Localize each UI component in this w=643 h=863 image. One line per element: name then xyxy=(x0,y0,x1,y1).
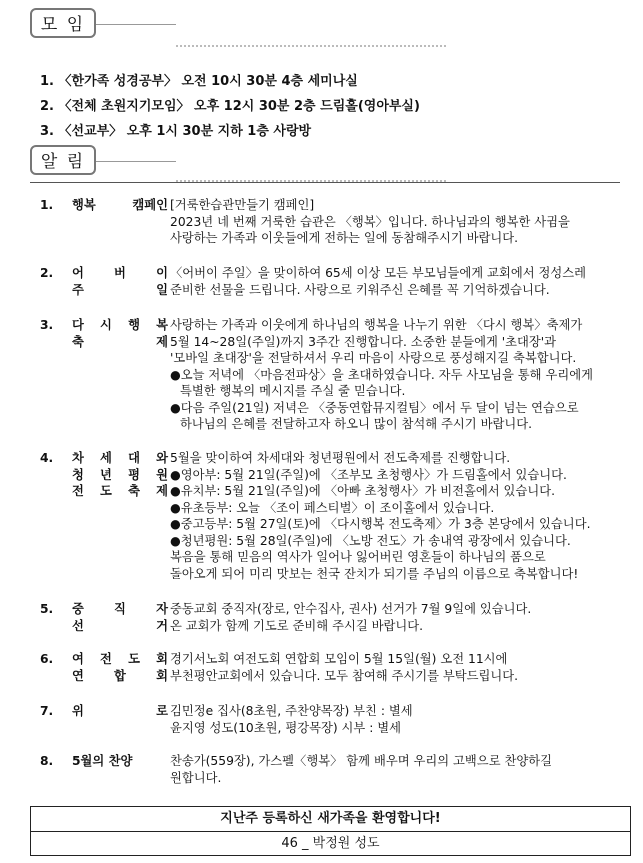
notice-number: 7. xyxy=(40,704,54,718)
notice-line: 2023년 네 번째 거룩한 습관은 〈행복〉입니다. 하나님과의 행복한 사귐을 xyxy=(170,214,570,229)
notice-title xyxy=(72,197,168,214)
notices-tab-rule xyxy=(96,161,176,162)
notice-line: 돌아오게 되어 미리 맛보는 천국 잔치가 되기를 주님의 이름으로 축복합니다! xyxy=(170,566,579,581)
notice-line: 부천평안교회에서 있습니다. 모두 참여해 주시기를 부탁드립니다. xyxy=(170,668,519,683)
notice-title xyxy=(72,601,168,634)
notice-body xyxy=(170,317,640,433)
notice-body xyxy=(170,197,640,247)
notice-body xyxy=(170,450,640,582)
notice-title xyxy=(72,265,168,298)
notice-title xyxy=(72,703,168,720)
notice-title-line: 축 제 xyxy=(72,334,168,349)
notice-title xyxy=(72,753,168,770)
notice-title-line: 전 도 축 제 xyxy=(72,484,168,498)
meeting-item: 1. 〈한가족 성경공부〉 오전 10시 30분 4층 세미나실 xyxy=(40,74,358,89)
notice-title-line: 여 전 도 회 xyxy=(72,652,168,666)
notice-title xyxy=(72,651,168,684)
notice-line: 5월 14~28일(주일)까지 3주간 진행합니다. 소중한 분들에게 '초대장'과 xyxy=(170,334,557,349)
meetings-tab-dots xyxy=(176,45,446,47)
notice-line: 복음을 통해 믿음의 역사가 일어나 잃어버린 영혼들이 하나님의 품으로 xyxy=(170,550,546,564)
meetings-tab xyxy=(30,8,96,38)
divider xyxy=(30,182,620,183)
notice-title-line: 차 세 대 와 xyxy=(72,451,168,465)
notice-line: ●유초등부: 오늘 〈조이 페스티벌〉이 조이홀에서 있습니다. xyxy=(170,500,495,515)
notice-number: 2. xyxy=(40,266,54,280)
welcome-box xyxy=(30,806,631,856)
notice-line: 준비한 선물을 드립니다. 사랑으로 키워주신 은혜를 꼭 기억하겠습니다. xyxy=(170,282,550,297)
notice-number: 1. xyxy=(40,198,54,212)
notices-tab-label: 알 림 xyxy=(40,152,86,172)
notice-body xyxy=(170,601,640,634)
welcome-heading xyxy=(31,807,630,832)
meetings-tab-rule xyxy=(96,24,176,25)
notice-title-line: 행복 캠페인 xyxy=(72,198,168,212)
welcome-entry-text: 46 _ 박정원 성도 xyxy=(281,836,380,851)
notice-line: 사랑하는 가족과 이웃에게 하나님의 행복을 나누기 위한 〈다시 행복〉축제가 xyxy=(170,318,583,332)
notice-line: 하나님의 은혜를 전달하고자 하오니 많이 참석해 주시기 바랍니다. xyxy=(180,417,532,431)
notice-title xyxy=(72,317,168,350)
notice-line: 윤지영 성도(10초원, 평강목장) 시부 : 별세 xyxy=(170,720,402,735)
notice-number: 4. xyxy=(40,451,54,465)
notice-number: 6. xyxy=(40,652,54,666)
notice-title-line: 청 년 평 원 xyxy=(72,467,168,482)
notice-number: 3. xyxy=(40,318,54,332)
notice-line: [거룩한습관만들기 캠페인] xyxy=(170,198,315,212)
notice-line: ●중고등부: 5월 27일(토)에 〈다시행복 전도축제〉가 3층 본당에서 있습니다. xyxy=(170,517,591,531)
notice-line: '모바일 초대장'을 전달하셔서 우리 마음이 사랑으로 풍성해지길 축복합니다. xyxy=(170,351,577,365)
notice-number: 5. xyxy=(40,602,54,616)
welcome-heading-text: 지난주 등록하신 새가족을 환영합니다! xyxy=(220,811,441,826)
notice-title xyxy=(72,450,168,500)
notice-line: 특별한 행복의 메시지를 주실 줄 믿습니다. xyxy=(180,384,406,398)
notice-body xyxy=(170,703,640,736)
notice-line: 원합니다. xyxy=(170,770,222,785)
notice-title-line: 선 거 xyxy=(72,618,168,633)
notice-number: 8. xyxy=(40,754,54,768)
notice-line: 온 교회가 함께 기도로 준비해 주시길 바랍니다. xyxy=(170,618,424,633)
notice-line: 경기서노회 여전도회 연합회 모임이 5월 15일(월) 오전 11시에 xyxy=(170,652,508,666)
notice-body xyxy=(170,265,640,298)
notice-line: ●영아부: 5월 21일(주일)에 〈조부모 초청행사〉가 드림홀에서 있습니다. xyxy=(170,467,567,482)
notice-line: 5월을 맞이하여 차세대와 청년평원에서 전도축제를 진행합니다. xyxy=(170,451,511,465)
notice-title-line: 연 합 회 xyxy=(72,668,168,683)
welcome-entry xyxy=(31,832,630,855)
notice-title-line: 5월의 찬양 xyxy=(72,754,133,768)
notice-title-line: 위 로 xyxy=(72,704,168,718)
notice-title-line: 중 직 자 xyxy=(72,602,168,616)
notice-line: 중동교회 중직자(장로, 안수집사, 권사) 선거가 7월 9일에 있습니다. xyxy=(170,602,532,616)
notice-line: 〈어버이 주일〉을 맞이하여 65세 이상 모든 부모님들에게 교회에서 정성스레 xyxy=(170,266,586,280)
notice-title-line: 어 버 이 xyxy=(72,266,168,280)
notice-body xyxy=(170,651,640,684)
meeting-item: 2. 〈전체 초원지기모임〉 오후 12시 30분 2층 드림홀(영아부실) xyxy=(40,99,420,114)
meeting-item: 3. 〈선교부〉 오후 1시 30분 지하 1층 사랑방 xyxy=(40,124,312,139)
notice-line: 찬송가(559장), 가스펠〈행복〉 함께 배우며 우리의 고백으로 찬양하길 xyxy=(170,754,552,768)
notice-line: 사랑하는 가족과 이웃들에게 전하는 일에 동참해주시기 바랍니다. xyxy=(170,231,519,245)
meetings-tab-label: 모 임 xyxy=(40,15,86,35)
notice-line: ●오늘 저녁에 〈마음전파상〉을 초대하였습니다. 자두 사모님을 통해 우리에게 xyxy=(170,367,593,382)
notice-body xyxy=(170,753,640,786)
notice-line: ●유치부: 5월 21일(주일)에 〈아빠 초청행사〉가 비전홀에서 있습니다. xyxy=(170,484,555,498)
notices-tab xyxy=(30,145,96,175)
notice-line: 김민정e 집사(8초원, 주찬양목장) 부친 : 별세 xyxy=(170,704,413,718)
notice-title-line: 다 시 행 복 xyxy=(72,318,168,332)
notice-title-line: 주 일 xyxy=(72,282,168,297)
notice-line: ●청년평원: 5월 28일(주일)에 〈노방 전도〉가 송내역 광장에서 있습니다. xyxy=(170,533,571,548)
notice-line: ●다음 주일(21일) 저녁은 〈중동연합뮤지컬팀〉에서 두 달이 넘는 연습으로 xyxy=(170,400,579,415)
